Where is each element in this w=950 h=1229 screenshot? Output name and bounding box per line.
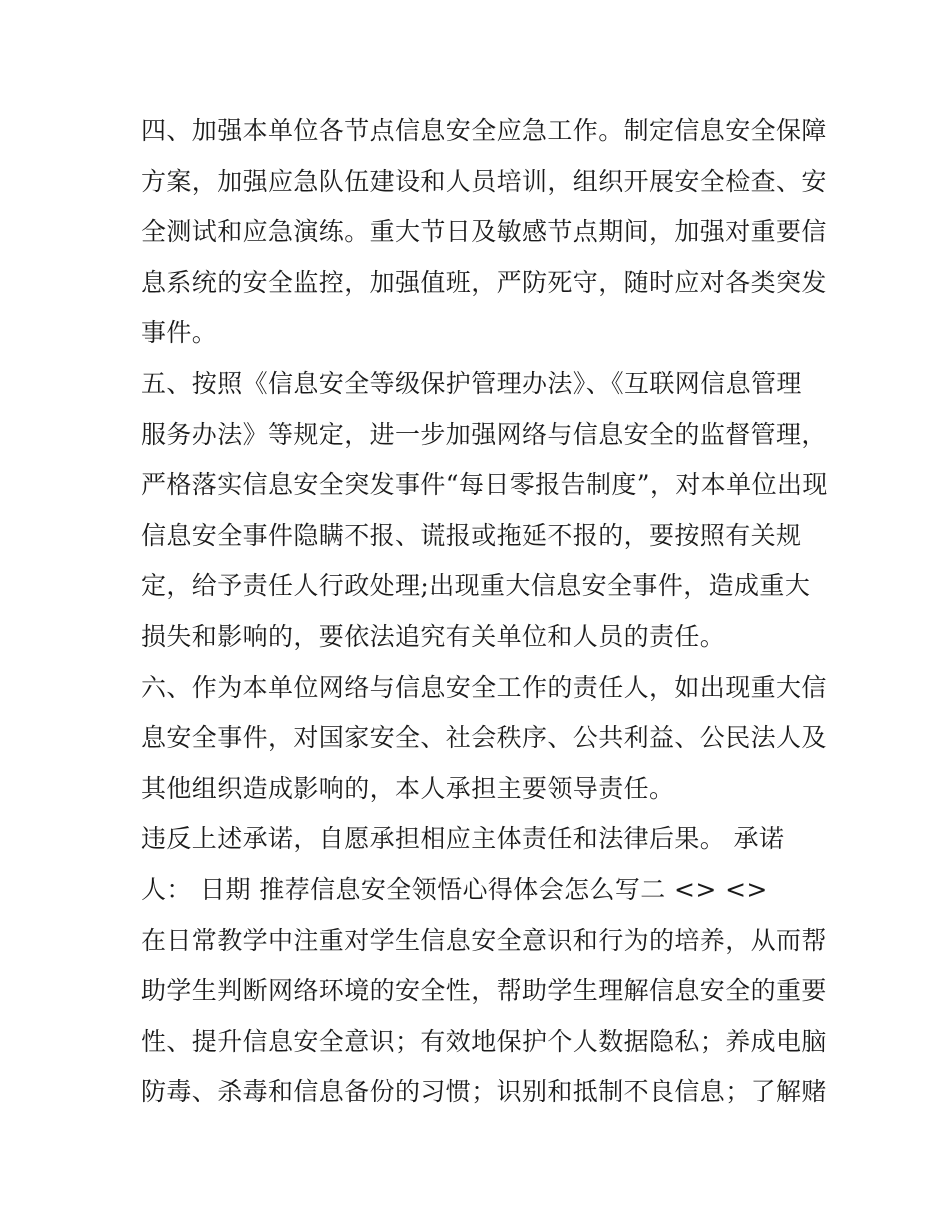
text-line: 人： 日期 推荐信息安全领悟心得体会怎么写二 <> <> bbox=[141, 874, 768, 904]
text-line: 助学生判断网络环境的安全性，帮助学生理解信息安全的重要 bbox=[141, 976, 827, 1006]
text-line: 在日常教学中注重对学生信息安全意识和行为的培养，从而帮 bbox=[141, 925, 827, 955]
text-line: 服务办法》等规定，进一步加强网络与信息安全的监督管理， bbox=[141, 419, 827, 449]
text-line: 息系统的安全监控，加强值班，严防死守，随时应对各类突发 bbox=[141, 267, 827, 297]
text-line: 性、提升信息安全意识；有效地保护个人数据隐私；养成电脑 bbox=[141, 1026, 827, 1056]
text-line: 息安全事件，对国家安全、社会秩序、公共利益、公民法人及 bbox=[141, 723, 827, 753]
text-line: 损失和影响的，要依法追究有关单位和人员的责任。 bbox=[141, 621, 726, 651]
text-line: 违反上述承诺，自愿承担相应主体责任和法律后果。 承诺 bbox=[141, 824, 785, 854]
text-line: 定，给予责任人行政处理;出现重大信息安全事件，造成重大 bbox=[141, 571, 811, 601]
text-line: 信息安全事件隐瞒不报、谎报或拖延不报的，要按照有关规 bbox=[141, 520, 802, 550]
text-line: 方案，加强应急队伍建设和人员培训，组织开展安全检查、安 bbox=[141, 166, 827, 196]
text-line: 四、加强本单位各节点信息安全应急工作。制定信息安全保障 bbox=[141, 116, 827, 145]
text-line: 六、作为本单位网络与信息安全工作的责任人，如出现重大信 bbox=[141, 672, 827, 702]
text-line: 事件。 bbox=[141, 318, 218, 348]
text-line: 全测试和应急演练。重大节日及敏感节点期间，加强对重要信 bbox=[141, 217, 827, 247]
text-line: 其他组织造成影响的，本人承担主要领导责任。 bbox=[141, 773, 675, 803]
document-body bbox=[141, 106, 828, 1118]
text-line: 严格落实信息安全突发事件“每日零报告制度”，对本单位出现 bbox=[141, 470, 828, 500]
text-line: 五、按照《信息安全等级保护管理办法》、《互联网信息管理 bbox=[141, 368, 802, 398]
text-line: 防毒、杀毒和信息备份的习惯；识别和抵制不良信息；了解赌 bbox=[141, 1077, 827, 1107]
